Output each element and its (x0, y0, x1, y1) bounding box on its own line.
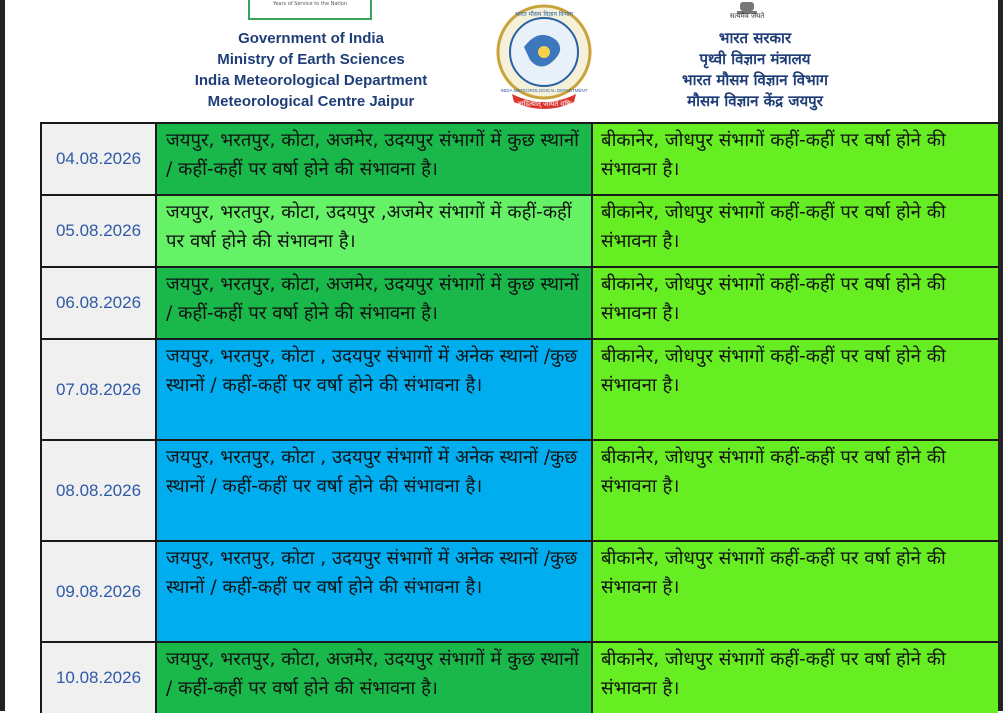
date-cell: 05.08.2026 (40, 196, 157, 266)
table-row (40, 122, 998, 194)
table-row (40, 338, 998, 439)
east-division-forecast: जयपुर, भरतपुर, कोटा , उदयपुर संभागों में अनेक स्थानों /कुछ स्थानों / कहीं-कहीं पर वर्षा होने की संभावना है। (157, 340, 591, 439)
hindi-line-centre: मौसम विज्ञान केंद्र जयपुर (687, 92, 823, 110)
date-cell: 06.08.2026 (40, 268, 157, 338)
english-line-ministry: Ministry of Earth Sciences (217, 51, 405, 68)
logo-ribbon-text: आदित्यात् जायते वृष्टिः (516, 100, 572, 108)
east-division-forecast: जयपुर, भरतपुर, कोटा, अजमेर, उदयपुर संभागों में कुछ स्थानों / कहीं-कहीं पर वर्षा होने की संभावना है। (157, 643, 591, 713)
table-row (40, 266, 998, 338)
hindi-line-department: भारत मौसम विज्ञान विभाग (682, 71, 828, 89)
date-cell: 09.08.2026 (40, 542, 157, 641)
table-row (40, 439, 998, 540)
english-title-block (180, 28, 442, 112)
east-division-forecast: जयपुर, भरतपुर, कोटा , उदयपुर संभागों में अनेक स्थानों /कुछ स्थानों / कहीं-कहीं पर वर्षा होने की संभावना है। (157, 441, 591, 540)
west-division-forecast: बीकानेर, जोधपुर संभागों कहीं-कहीं पर वर्षा होने की संभावना है। (591, 340, 998, 439)
english-line-govt: Government of India (238, 30, 384, 47)
table-row (40, 540, 998, 641)
logo-ring-text: INDIA METEOROLOGICAL DEPARTMENT (500, 88, 588, 93)
table-row (40, 194, 998, 266)
table-row (40, 641, 998, 713)
anniversary-badge (248, 0, 372, 20)
date-cell: 08.08.2026 (40, 441, 157, 540)
hindi-line-govt: भारत सरकार (718, 29, 792, 47)
hindi-title-block (640, 28, 870, 112)
west-division-forecast: बीकानेर, जोधपुर संभागों कहीं-कहीं पर वर्षा होने की संभावना है। (591, 441, 998, 540)
emblem-caption: सत्यमेव जयते (729, 12, 765, 20)
date-cell: 04.08.2026 (40, 124, 157, 194)
east-division-forecast: जयपुर, भरतपुर, कोटा, अजमेर, उदयपुर संभागों में कुछ स्थानों / कहीं-कहीं पर वर्षा होने की संभावना है। (157, 124, 591, 194)
west-division-forecast: बीकानेर, जोधपुर संभागों कहीं-कहीं पर वर्षा होने की संभावना है। (591, 542, 998, 641)
english-line-department: India Meteorological Department (194, 72, 428, 89)
east-division-forecast: जयपुर, भरतपुर, कोटा , उदयपुर संभागों में अनेक स्थानों /कुछ स्थानों / कहीं-कहीं पर वर्षा होने की संभावना है। (157, 542, 591, 641)
page-header (0, 0, 1003, 118)
logo-top-text: भारत मौसम विज्ञान विभाग (515, 11, 573, 18)
west-division-forecast: बीकानेर, जोधपुर संभागों कहीं-कहीं पर वर्षा होने की संभावना है। (591, 643, 998, 713)
english-line-centre: Meteorological Centre Jaipur (207, 93, 415, 110)
west-division-forecast: बीकानेर, जोधपुर संभागों कहीं-कहीं पर वर्षा होने की संभावना है। (591, 196, 998, 266)
date-cell: 10.08.2026 (40, 643, 157, 713)
west-division-forecast: बीकानेर, जोधपुर संभागों कहीं-कहीं पर वर्षा होने की संभावना है। (591, 268, 998, 338)
west-division-forecast: बीकानेर, जोधपुर संभागों कहीं-कहीं पर वर्षा होने की संभावना है। (591, 124, 998, 194)
hindi-line-ministry: पृथ्वी विज्ञान मंत्रालय (699, 50, 811, 68)
east-division-forecast: जयपुर, भरतपुर, कोटा, उदयपुर ,अजमेर संभागों में कहीं-कहीं पर वर्षा होने की संभावना है। (157, 196, 591, 266)
imd-logo (494, 2, 594, 114)
date-cell: 07.08.2026 (40, 340, 157, 439)
east-division-forecast: जयपुर, भरतपुर, कोटा, अजमेर, उदयपुर संभागों में कुछ स्थानों / कहीं-कहीं पर वर्षा होने की संभावना है। (157, 268, 591, 338)
badge-text: Years of Service to the Nation (272, 1, 348, 7)
